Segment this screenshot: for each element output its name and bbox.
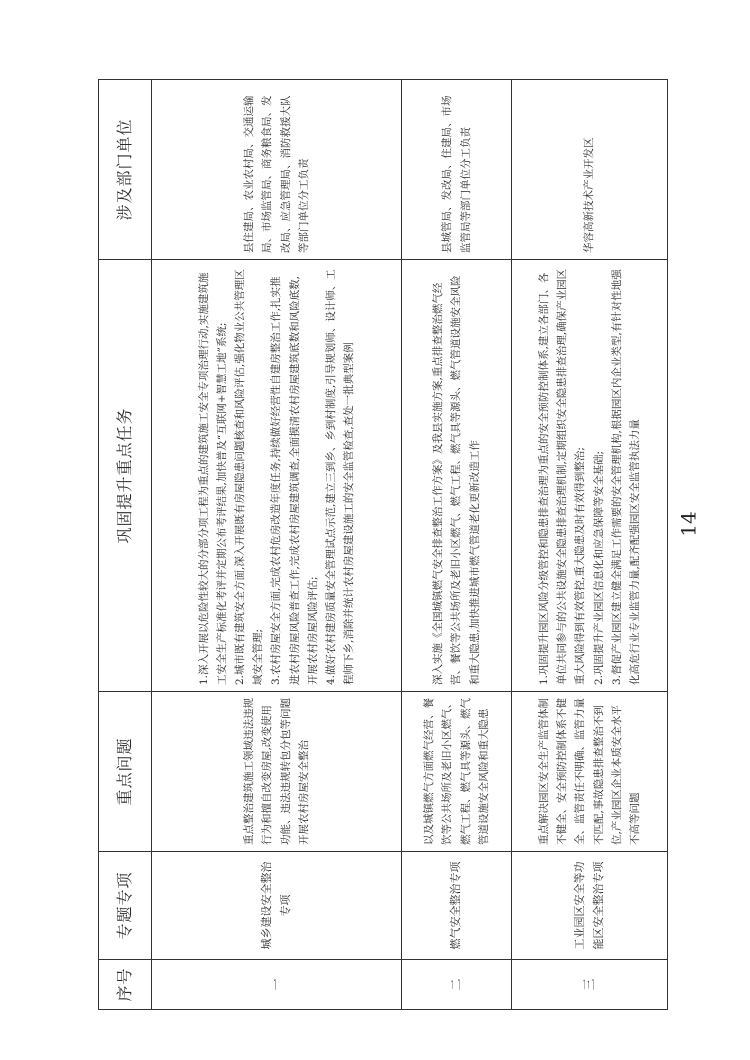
table-row [512,80,668,1010]
row-tasks [512,260,668,692]
row-tasks [152,260,402,692]
row-dept: 县住建局、农业农村局、交通运输局、市场监管局、商务粮食局、发改局、应急管理局、消防救援大队等部门单位分工负责 [152,80,402,260]
task-item: 2.城市既有建筑安全方面,深入开展既有房屋隐患问题核查和风险评估,强化物业公共管理区域安全管理; [234,269,265,685]
task-table [98,79,668,1010]
task-item: 2.巩固提升产业园区信息化和应急保障等安全基础; [592,450,605,685]
rotated-table-wrapper [98,80,658,1010]
task-item: 3.督促产业园区建立健全满足工作需要的安全管理机构,根据园区内企业类型,有针对性地强化高危行业专业监管力量,配齐配强园区安全监管执法力量 [610,269,641,685]
row-tasks [402,260,512,692]
header-dept: 涉及部门单位 [99,80,152,260]
table-header-row [99,80,152,1010]
table-row [402,80,512,1010]
row-num: 三 [512,960,668,1010]
header-num: 序号 [99,960,152,1010]
header-issue: 重点问题 [99,692,152,852]
row-issue: 重点整治建筑施工领域违法违规行为和擅自改变房屋,改变使用功能、违法违规转包分包等问题开展农村房屋安全整治 [152,692,402,852]
row-topic: 工业园区安全等功能区安全整治专项 [512,852,668,960]
row-issue: 以及城镇燃气方面燃气经营、餐饮等公共场所及老旧小区燃气、燃气工程、燃气具等源头、燃气管道设施安全风险和重大隐患 [402,692,512,852]
task-item: 3.农村房屋安全方面,完成农村危房改造年度任务,持续做好经营性自建房整治工作,扎实推进农村房屋风险普查工作,完成农村房屋建筑调查,全面摸清农村房屋建筑底数和风险底数,开展农村房屋风险评估; [270,275,319,685]
row-num: 二 [402,960,512,1010]
row-num: 一 [152,960,402,1010]
table-row [152,80,402,1010]
header-task: 巩固提升重点任务 [99,260,152,692]
header-topic: 专题专项 [99,852,152,960]
row-dept: 县城管局、发改局、住建局、市场监管局等部门单位分工负责 [402,80,512,260]
page-number: 14 [676,511,701,537]
task-item: 1.巩固提升园区风险分级管控和隐患排查治理为重点的安全预防控制体系,建立各部门、各单位共同参与的公共设施安全隐患排查治理机制,定期组织安全隐患排查治理,确保产业园区重大风险得到有效管控,重大隐患及时有效得到整治; [538,268,587,685]
task-item: 深入实施《全国城镇燃气安全排查整治工作方案》及我县实施方案,重点排查整治燃气经营、餐饮等公共场所及老旧小区燃气、燃气工程、燃气具等源头、燃气管道设施安全风险和重大隐患,加快推进城市燃气管道老化更新改造工作 [432,275,481,685]
task-item: 4.做好农村建房质量安全管理试点示范,建立三到乡、乡到村制度,引导规划师、设计师、工程师下乡,消除并统计农村房屋建设施工的安全监管检查,查处一批典型案例 [324,269,355,685]
task-item: 1.深入开展以危险性较大的分部分项工程为重点的建筑施工安全专项治理行动,实施建筑施工安全生产标准化考评并定期公布考评结果,加快普及“互联网+智慧工地”系统; [198,272,229,685]
row-issue: 重点解决园区安全生产监管体制不健全、安全预防控制体系不健全、监管责任不明确、监管力量不匹配,事故隐患排查整治不到位,产业园区企业本质安全水平不高等问题 [512,692,668,852]
row-dept: 华容高新技术产业开发区 [512,80,668,260]
row-topic: 城乡建设安全整治专项 [152,852,402,960]
row-topic: 燃气安全整治专项 [402,852,512,960]
